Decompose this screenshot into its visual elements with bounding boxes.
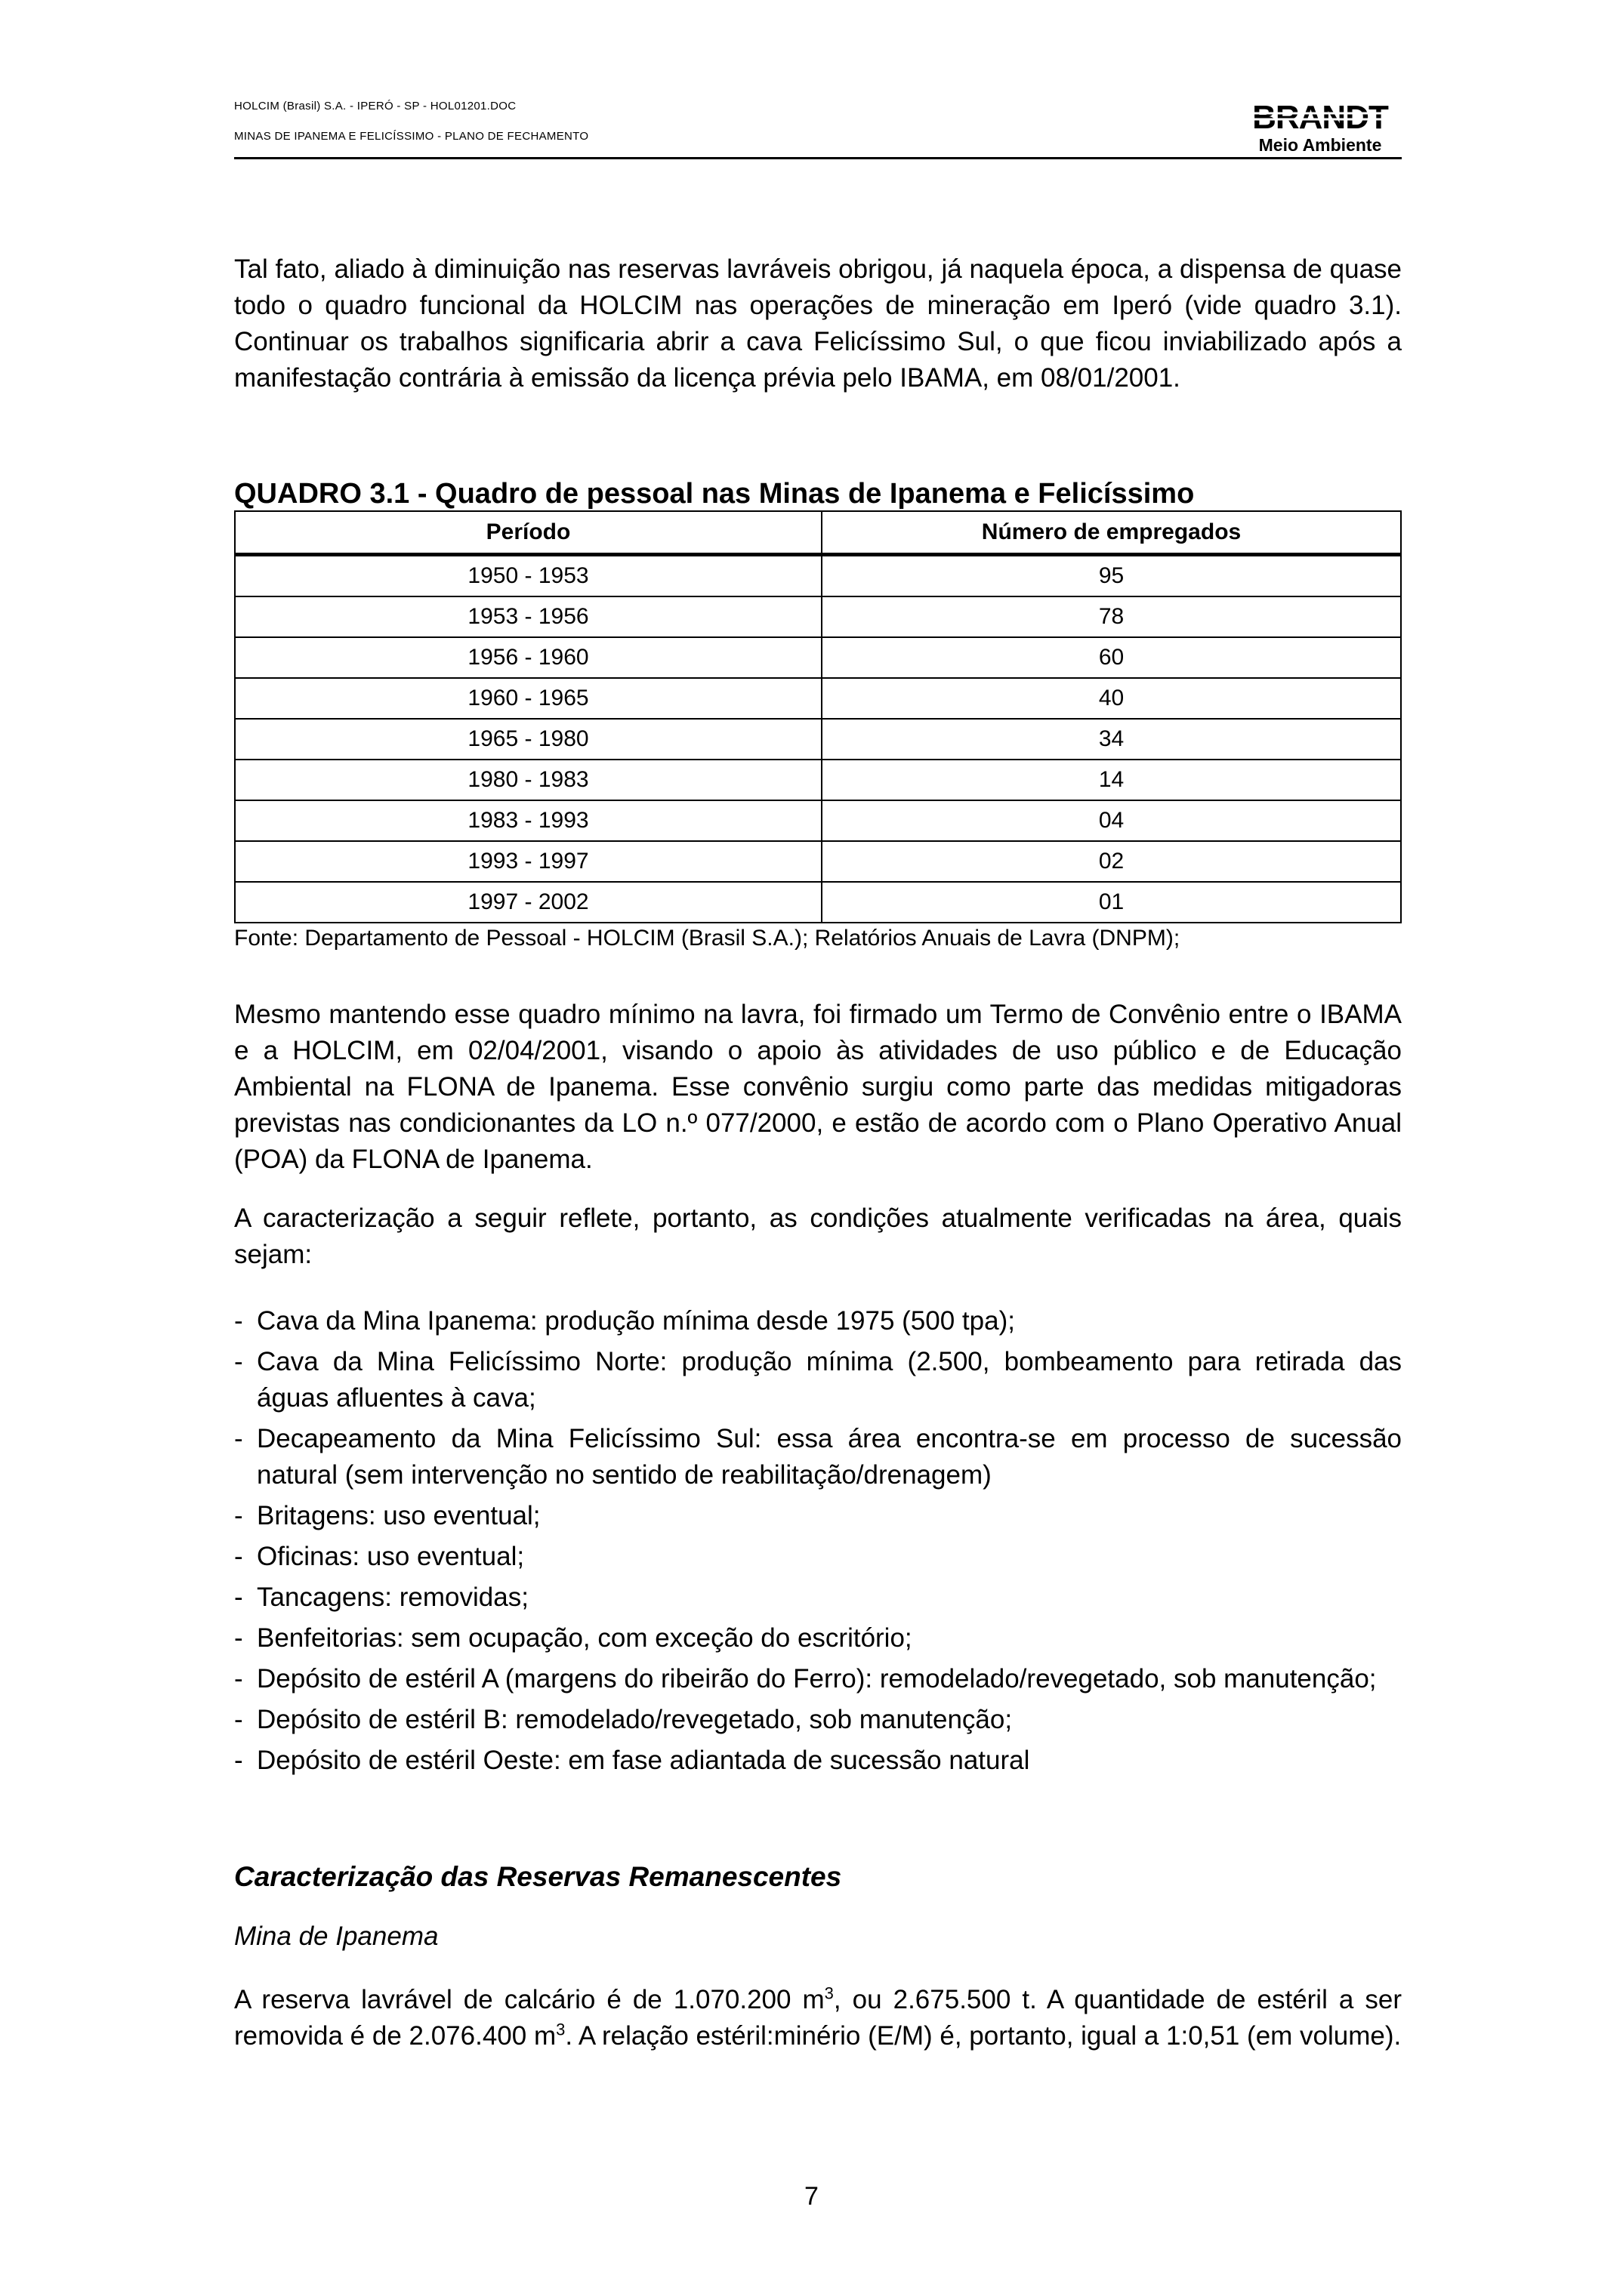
header-document-title: MINAS DE IPANEMA E FELICÍSSIMO - PLANO DE FECHAMENTO [234,130,589,143]
list-item: - Cava da Mina Ipanema: produção mínima desde 1975 (500 tpa); [234,1303,1402,1339]
table-row [235,719,1401,760]
paragraph-intro: Tal fato, aliado à diminuição nas reservas lavráveis obrigou, já naquela época, a dispensa de quase todo o quadro funcional da HOLCIM nas operações de mineração em Iperó (vide quadro 3.1). Continuar os trabalhos significaria abrir a cava Felicíssimo Sul, o que ficou inviabilizado após a manifestação contrária à emissão da licença prévia pelo IBAMA, em 08/01/2001. [234,254,1402,393]
period-cell: 1950 - 1953 [235,555,822,597]
table-source: Fonte: Departamento de Pessoal - HOLCIM (Brasil S.A.); Relatórios Anuais de Lavra (DNPM); [234,926,1180,951]
employees-cell: 01 [822,882,1401,923]
employees-cell: 95 [822,555,1401,597]
period-cell: 1960 - 1965 [235,678,822,719]
table-row [235,596,1401,637]
period-cell: 1997 - 2002 [235,882,822,923]
table-row [235,555,1401,597]
logo-text: BRANDT [1252,99,1388,136]
employees-cell: 34 [822,719,1401,760]
employees-cell: 60 [822,637,1401,678]
reserves-text-part3: . A relação estéril:minério (E/M) é, portanto, igual a 1:0,51 (em volume). [565,2021,1402,2051]
conditions-list [234,1303,1402,1783]
list-item: - Depósito de estéril A (margens do ribeirão do Ferro): remodelado/revegetado, sob manutenção; [234,1661,1402,1697]
period-cell: 1965 - 1980 [235,719,822,760]
table-header-row [235,511,1401,555]
employees-cell: 14 [822,760,1401,800]
table-row [235,882,1401,923]
brandt-logo [1239,97,1402,156]
paragraph-reserves [234,1982,1402,2054]
subsection-title: Mina de Ipanema [234,1922,439,1951]
employees-cell: 78 [822,596,1401,637]
page-number: 7 [804,2182,819,2211]
period-cell: 1993 - 1997 [235,841,822,882]
list-item: - Benfeitorias: sem ocupação, com exceção do escritório; [234,1620,1402,1657]
list-item: - Oficinas: uso eventual; [234,1539,1402,1575]
cubic-superscript: 3 [556,2020,566,2039]
list-item: - Depósito de estéril B: remodelado/revegetado, sob manutenção; [234,1702,1402,1738]
table-row [235,678,1401,719]
column-header-employees: Número de empregados [822,511,1401,555]
employees-cell: 40 [822,678,1401,719]
period-cell: 1980 - 1983 [235,760,822,800]
paragraph-agreement: Mesmo mantendo esse quadro mínimo na lavra, foi firmado um Termo de Convênio entre o IBAMA e a HOLCIM, em 02/04/2001, visando o apoio às atividades de uso público e de Educação Ambiental na FLONA de Ipanema. Esse convênio surgiu como parte das medidas mitigadoras previstas nas condicionantes da LO n.º 077/2000, e estão de acordo com o Plano Operativo Anual (POA) da FLONA de Ipanema. [234,1000,1402,1174]
page-header [234,97,1402,159]
paragraph-characterization: A caracterização a seguir reflete, portanto, as condições atualmente verificadas na área, quais sejam: [234,1203,1402,1269]
table-row [235,760,1401,800]
table-title: QUADRO 3.1 - Quadro de pessoal nas Minas de Ipanema e Felicíssimo [234,478,1195,510]
list-item: - Tancagens: removidas; [234,1579,1402,1616]
column-header-period: Período [235,511,822,555]
period-cell: 1953 - 1956 [235,596,822,637]
period-cell: 1956 - 1960 [235,637,822,678]
reserves-text-part1: A reserva lavrável de calcário é de 1.070.200 m [234,1985,825,2014]
employees-cell: 04 [822,800,1401,841]
table-row [235,841,1401,882]
list-item: - Britagens: uso eventual; [234,1498,1402,1534]
employees-cell: 02 [822,841,1401,882]
period-cell: 1983 - 1993 [235,800,822,841]
reserves-text-part2: , ou 2.675.500 t. A quantidade de estéril a ser removida é de 2.076.400 m [234,1985,1402,2051]
list-item: - Depósito de estéril Oeste: em fase adiantada de sucessão natural [234,1743,1402,1779]
table-row [235,800,1401,841]
cubic-superscript: 3 [824,1983,834,2003]
logo-subtext: Meio Ambiente [1258,135,1382,155]
header-document-ref: HOLCIM (Brasil) S.A. - IPERÓ - SP - HOL01201.DOC [234,100,517,112]
table-row [235,637,1401,678]
list-item: - Decapeamento da Mina Felicíssimo Sul: essa área encontra-se em processo de sucessão natural (sem intervenção no sentido de reabilitação/drenagem) [234,1421,1402,1493]
section-title: Caracterização das Reservas Remanescentes [234,1861,842,1892]
staff-table [234,510,1402,923]
list-item: - Cava da Mina Felicíssimo Norte: produção mínima (2.500, bombeamento para retirada das águas afluentes à cava; [234,1344,1402,1416]
